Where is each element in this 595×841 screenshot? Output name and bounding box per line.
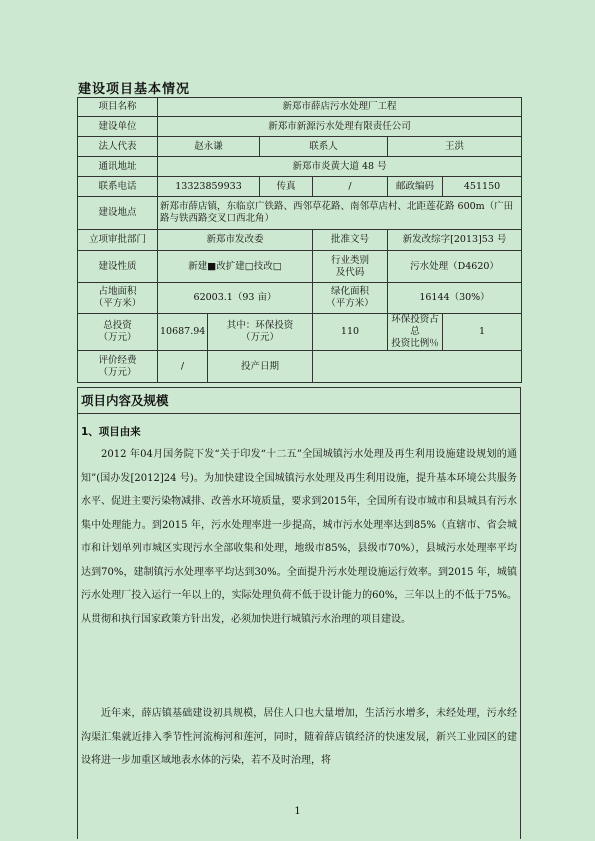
table-row — [78, 197, 522, 230]
project-name-label: 项目名称 — [78, 98, 158, 117]
page-number: 1 — [294, 806, 301, 817]
env-invest-label-line2: （万元） — [240, 332, 279, 343]
env-ratio-label-line1: 环保投资占总 — [391, 314, 439, 337]
location-label: 建设地点 — [78, 197, 158, 230]
table-row — [78, 230, 522, 251]
unit-value: 新郑市新源污水处理有限责任公司 — [158, 117, 522, 137]
review-fee-value: / — [158, 351, 208, 383]
section-title: 项目内容及规模 — [78, 388, 520, 414]
env-invest-label-line1: 其中：环保投资 — [226, 320, 294, 331]
postcode-value: 451150 — [443, 177, 522, 197]
page-title: 建设项目基本情况 — [78, 82, 191, 97]
invest-value: 10687.94 — [158, 314, 208, 351]
table-row — [78, 117, 522, 137]
review-fee-label-line1: 评价经费 — [98, 354, 137, 366]
project-name-value: 新郑市薛店污水处理厂工程 — [158, 98, 522, 117]
contact-label: 联系人 — [260, 137, 388, 157]
env-ratio-value: 1 — [443, 314, 522, 351]
invest-label-line1: 总投资 — [103, 320, 132, 331]
area-label-line1: 占地面积 — [98, 286, 137, 297]
area-label — [78, 283, 158, 314]
industry-label — [313, 251, 388, 283]
table-row — [78, 98, 522, 117]
area-label-line2: （平方米） — [93, 298, 142, 309]
industry-label-line1: 行业类别 — [330, 254, 369, 266]
approval-dept-value: 新郑市发改委 — [158, 230, 313, 251]
table-row — [78, 283, 522, 314]
table-row — [78, 137, 522, 157]
address-label: 通讯地址 — [78, 157, 158, 177]
area-value: 62003.1（93 亩） — [158, 283, 313, 314]
table-row — [78, 177, 522, 197]
approval-no-label: 批准文号 — [313, 230, 388, 251]
unit-label: 建设单位 — [78, 117, 158, 137]
env-ratio-label-line2: 投资比例％ — [391, 338, 439, 349]
contact-value: 王洪 — [388, 137, 522, 157]
env-ratio-label — [388, 314, 443, 351]
address-value: 新郑市炎黄大道 48 号 — [158, 157, 522, 177]
subsection-title: 1、项目由来 — [81, 426, 141, 438]
paragraph-2: 近年来，薛店镇基础建设初具规模，居住人口也大量增加，生活污水增多，未经处理，污水经沟渠汇集就近排入季节性河流梅河和莲河，同时，随着薛店镇经济的快速发展，新兴工业园区的建设将进一步加重区域地表水体的污染，若不及时治理，将 — [81, 708, 517, 766]
phone-label: 联系电话 — [78, 177, 158, 197]
location-value: 新郑市薛店镇，东临京广铁路、西邻草花路、南邻草店村、北距莲花路 600m（广田路与铁西路交叉口西北角） — [158, 197, 522, 230]
table-row — [78, 351, 522, 383]
green-label-line2: （平方米） — [326, 298, 374, 309]
green-label — [313, 283, 388, 314]
postcode-label: 邮政编码 — [388, 177, 443, 197]
table-row — [78, 157, 522, 177]
green-label-line1: 绿化面积 — [330, 286, 369, 297]
production-date-label: 投产日期 — [208, 351, 313, 383]
industry-value: 污水处理（D4620） — [388, 251, 522, 283]
fax-value: / — [313, 177, 388, 197]
project-info-table — [77, 97, 522, 383]
invest-label — [78, 314, 158, 351]
legal-value: 赵永谦 — [158, 137, 260, 157]
green-value: 16144（30%） — [388, 283, 522, 314]
legal-label: 法人代表 — [78, 137, 158, 157]
nature-label: 建设性质 — [78, 251, 158, 283]
review-fee-label-line2: （万元） — [98, 366, 137, 378]
env-invest-label — [208, 314, 313, 351]
table-row — [78, 314, 522, 351]
table-row — [78, 251, 522, 283]
production-date-value — [313, 351, 522, 383]
project-content-box — [77, 387, 521, 839]
invest-label-line2: （万元） — [98, 332, 137, 343]
paragraph-1: 2012 年04月国务院下发“关于印发“十二五”全国城镇污水处理及再生利用设施建设规划的通知”(国办发[2012]24 号)。为加快建设全国城镇污水处理及再生利用设施，提升基本环境公共服务水平、促进主要污染物减排、改善水环境质量，要求到2015年，全国所有设市城市和县城具有污水集中处理能力。到2015 年，污水处理率进一步提高，城市污水处理率达到85%（直辖市、省会城市和计划单列市城区实现污水全部收集和处理，地级市85%，县级市70%），县城污水处理率平均达到70%，建制镇污水处理率平均达到30%。全面提升污水处理设施运行效率。到2015 年，城镇污水处理厂投入运行一年以上的，实际处理负荷不低于设计能力的60%，三年以上的不低于75%。从贯彻和执行国家政策方针出发，必须加快进行城镇污水治理的项目建设。 — [81, 449, 517, 625]
industry-label-line2: 及代码 — [335, 266, 365, 278]
nature-value: 新建■改扩建□技改□ — [158, 251, 313, 283]
review-fee-label — [78, 351, 158, 383]
phone-value: 13323859933 — [158, 177, 260, 197]
env-invest-value: 110 — [313, 314, 388, 351]
fax-label: 传真 — [260, 177, 313, 197]
approval-no-value: 新发改综字[2013]53 号 — [388, 230, 522, 251]
approval-dept-label: 立项审批部门 — [78, 230, 158, 251]
